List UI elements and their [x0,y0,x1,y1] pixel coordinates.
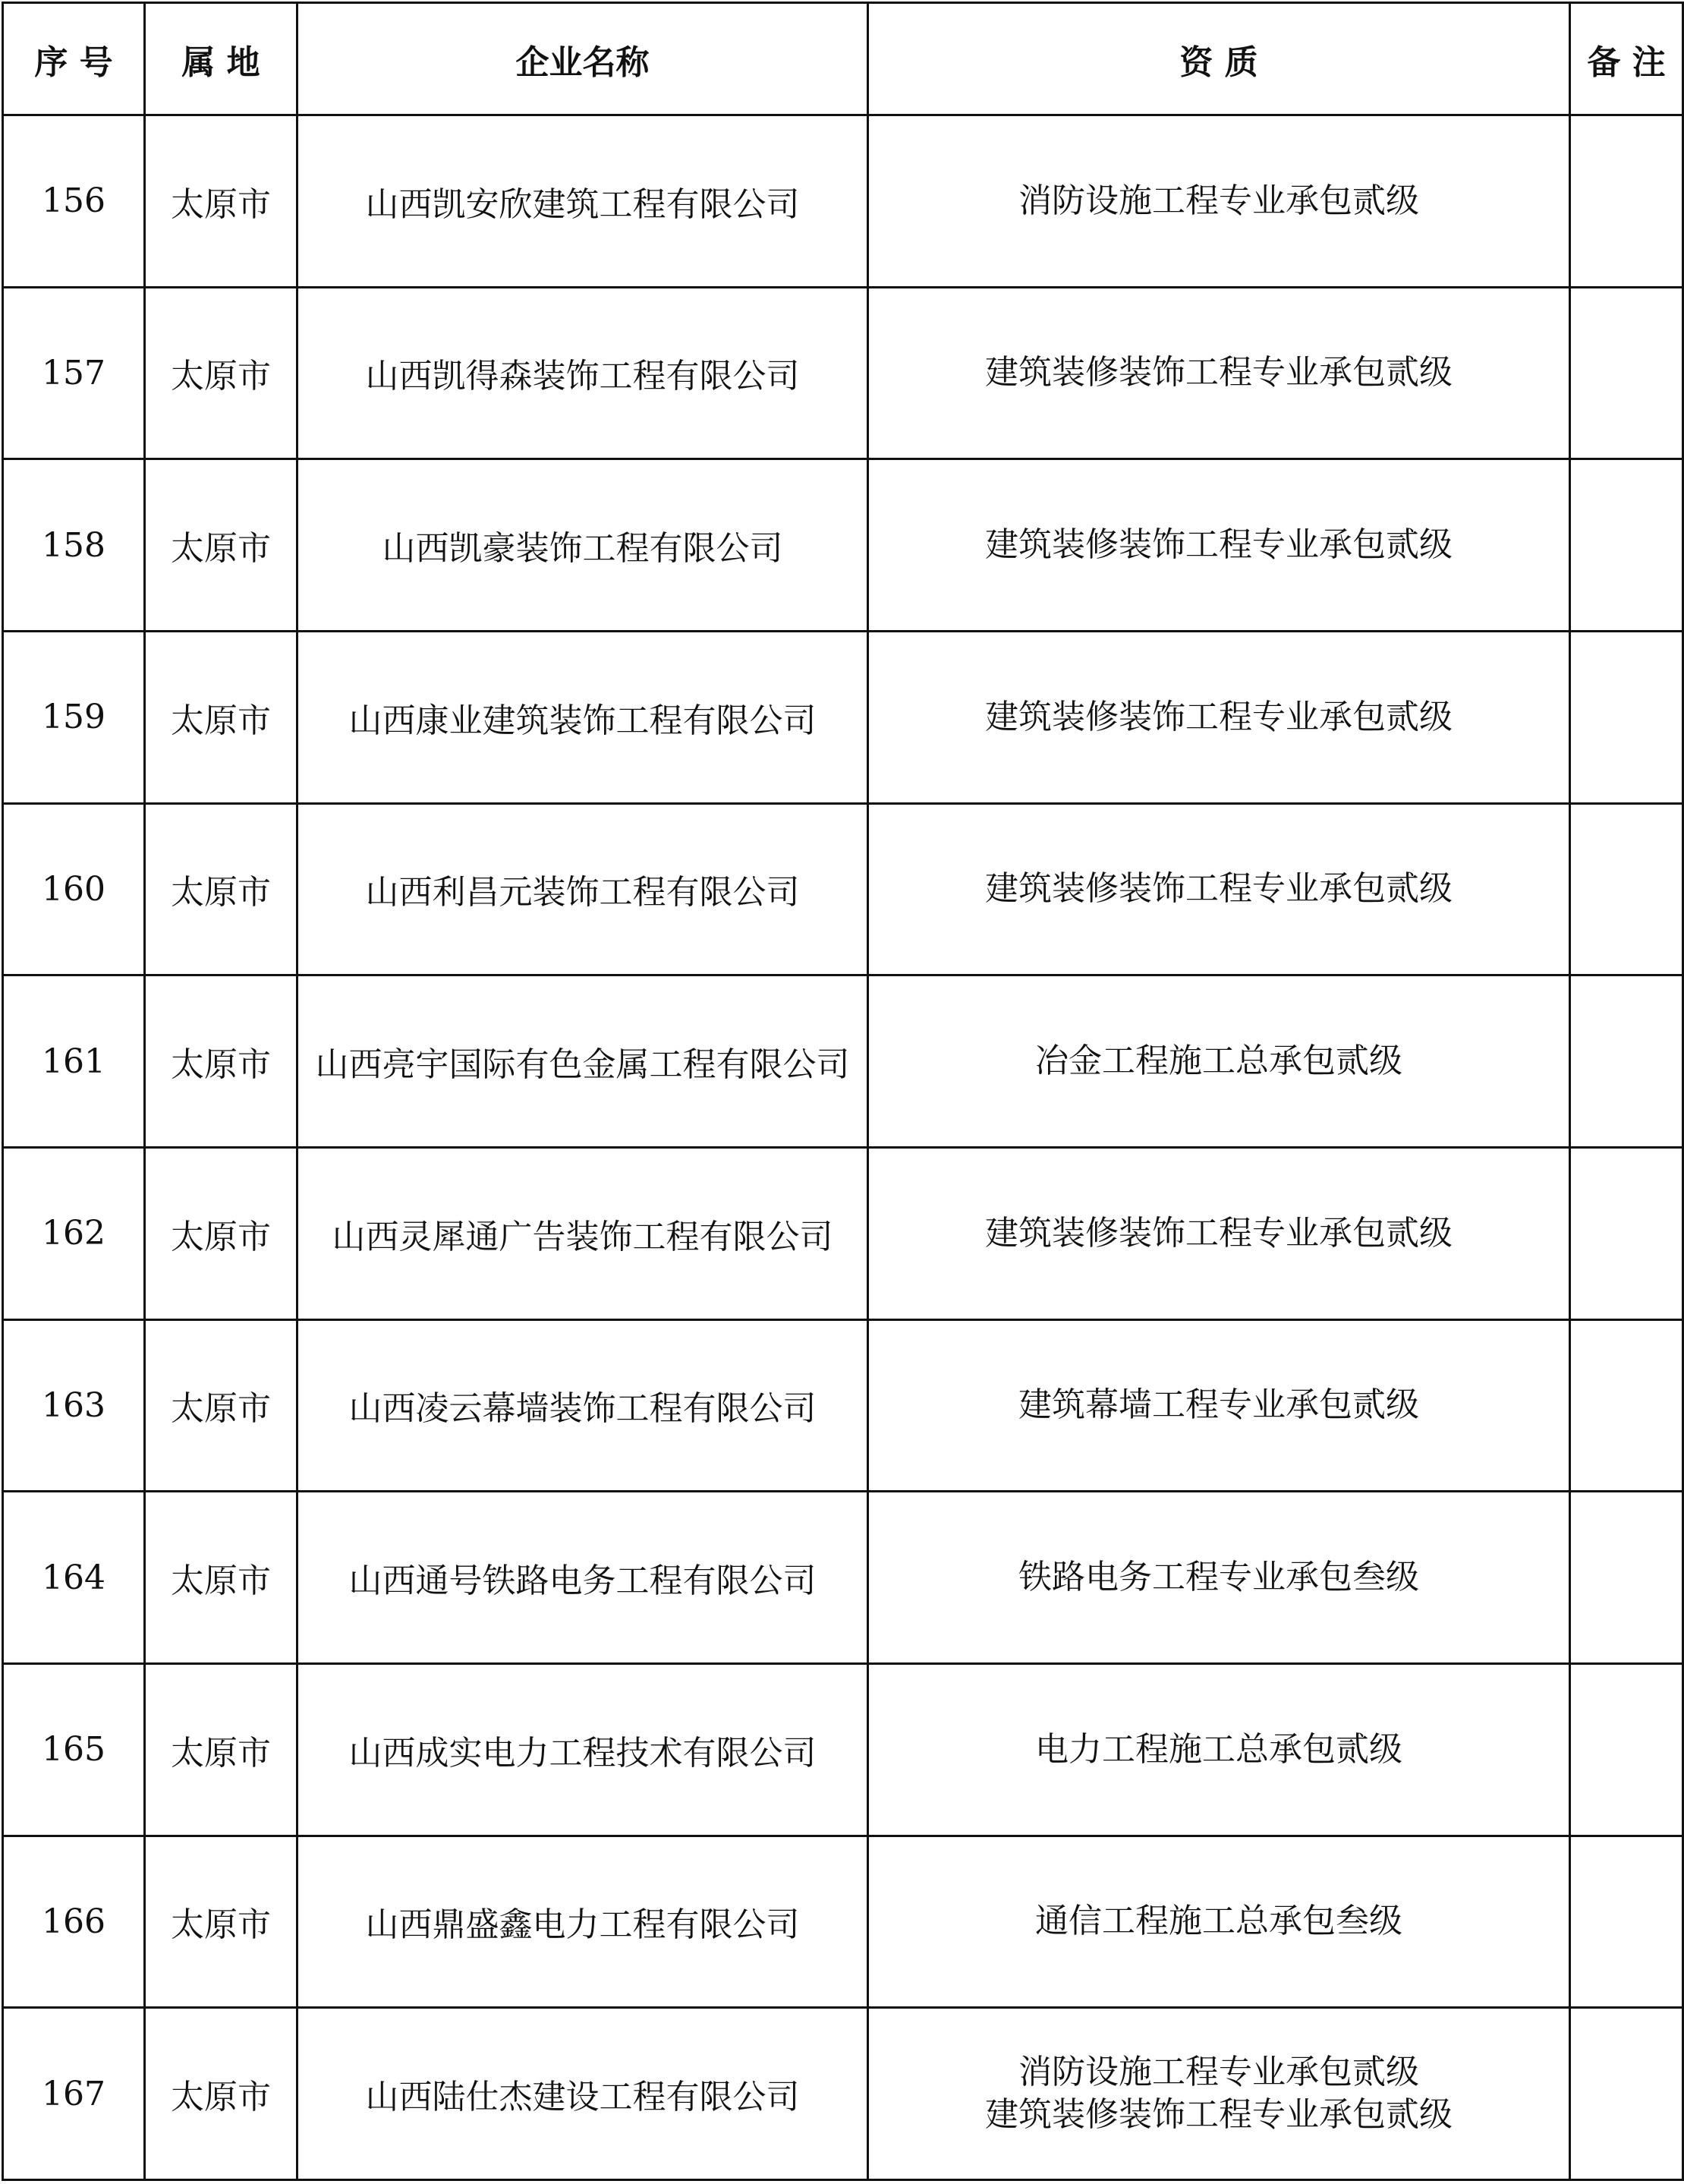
table-row [3,1147,1683,1319]
cell-company: 山西陆仕杰建设工程有限公司 [297,2008,868,2180]
cell-remark [1570,1492,1683,1664]
cell-seq: 163 [3,1319,145,1492]
cell-location: 太原市 [145,459,297,632]
cell-company: 山西通号铁路电务工程有限公司 [297,1492,868,1664]
cell-qualification [868,975,1570,1148]
cell-company: 山西凯安欣建筑工程有限公司 [297,115,868,288]
table-row [3,975,1683,1148]
cell-location: 太原市 [145,1492,297,1664]
table-row [3,459,1683,632]
table-row [3,1836,1683,2008]
cell-location: 太原市 [145,2008,297,2180]
cell-qualification [868,803,1570,975]
qualification-line: 建筑装修装饰工程专业承包贰级 [985,1213,1453,1253]
table-row [3,631,1683,803]
cell-remark [1570,287,1683,459]
cell-qualification [868,1492,1570,1664]
header-qualification: 资 质 [868,3,1570,115]
cell-seq: 158 [3,459,145,632]
cell-seq: 162 [3,1147,145,1319]
qualification-line: 建筑装修装饰工程专业承包贰级 [985,353,1453,392]
enterprise-qualification-table [2,2,1684,2181]
qualification-line: 冶金工程施工总承包贰级 [1035,1042,1402,1081]
table-row [3,1492,1683,1664]
cell-company: 山西成实电力工程技术有限公司 [297,1663,868,1836]
table-row [3,1319,1683,1492]
table-row [3,2008,1683,2180]
qualification-line: 建筑装修装饰工程专业承包贰级 [985,525,1453,565]
cell-company: 山西鼎盛鑫电力工程有限公司 [297,1836,868,2008]
cell-remark [1570,459,1683,632]
qualification-line: 建筑装修装饰工程专业承包贰级 [985,697,1453,736]
qualification-line: 消防设施工程专业承包贰级 [1018,181,1419,220]
cell-seq: 164 [3,1492,145,1664]
cell-seq: 159 [3,631,145,803]
cell-company: 山西凌云幕墙装饰工程有限公司 [297,1319,868,1492]
cell-location: 太原市 [145,1319,297,1492]
table-row [3,115,1683,288]
header-location: 属 地 [145,3,297,115]
cell-qualification [868,631,1570,803]
cell-qualification [868,1319,1570,1492]
cell-remark [1570,115,1683,288]
qualification-line: 建筑装修装饰工程专业承包贰级 [985,2095,1453,2135]
cell-seq: 156 [3,115,145,288]
cell-qualification [868,1663,1570,1836]
cell-location: 太原市 [145,115,297,288]
cell-remark [1570,803,1683,975]
qualification-line: 铁路电务工程专业承包叁级 [1018,1558,1419,1597]
cell-remark [1570,2008,1683,2180]
cell-company: 山西康业建筑装饰工程有限公司 [297,631,868,803]
cell-location: 太原市 [145,631,297,803]
cell-location: 太原市 [145,803,297,975]
cell-remark [1570,1319,1683,1492]
cell-remark [1570,1836,1683,2008]
cell-qualification [868,1147,1570,1319]
cell-remark [1570,1147,1683,1319]
header-remark: 备 注 [1570,3,1683,115]
cell-qualification [868,2008,1570,2180]
qualification-line: 建筑装修装饰工程专业承包贰级 [985,869,1453,909]
cell-seq: 160 [3,803,145,975]
qualification-line: 消防设施工程专业承包贰级 [1018,2053,1419,2092]
table-row [3,1663,1683,1836]
cell-location: 太原市 [145,1663,297,1836]
table-header-row [3,3,1683,115]
cell-location: 太原市 [145,1147,297,1319]
header-seq: 序 号 [3,3,145,115]
cell-company: 山西凯豪装饰工程有限公司 [297,459,868,632]
cell-qualification [868,1836,1570,2008]
cell-qualification [868,459,1570,632]
cell-location: 太原市 [145,1836,297,2008]
cell-location: 太原市 [145,287,297,459]
cell-company: 山西凯得森装饰工程有限公司 [297,287,868,459]
qualification-line: 电力工程施工总承包贰级 [1035,1729,1402,1769]
table-row [3,803,1683,975]
cell-remark [1570,975,1683,1148]
cell-seq: 167 [3,2008,145,2180]
cell-seq: 165 [3,1663,145,1836]
qualification-line: 建筑幕墙工程专业承包贰级 [1018,1385,1419,1425]
cell-seq: 166 [3,1836,145,2008]
cell-company: 山西亮宇国际有色金属工程有限公司 [297,975,868,1148]
header-company: 企业名称 [297,3,868,115]
table-row [3,287,1683,459]
cell-qualification [868,287,1570,459]
qualification-line: 通信工程施工总承包叁级 [1035,1902,1402,1941]
cell-company: 山西利昌元装饰工程有限公司 [297,803,868,975]
cell-remark [1570,631,1683,803]
cell-seq: 157 [3,287,145,459]
cell-location: 太原市 [145,975,297,1148]
cell-company: 山西灵犀通广告装饰工程有限公司 [297,1147,868,1319]
cell-qualification [868,115,1570,288]
cell-seq: 161 [3,975,145,1148]
cell-remark [1570,1663,1683,1836]
